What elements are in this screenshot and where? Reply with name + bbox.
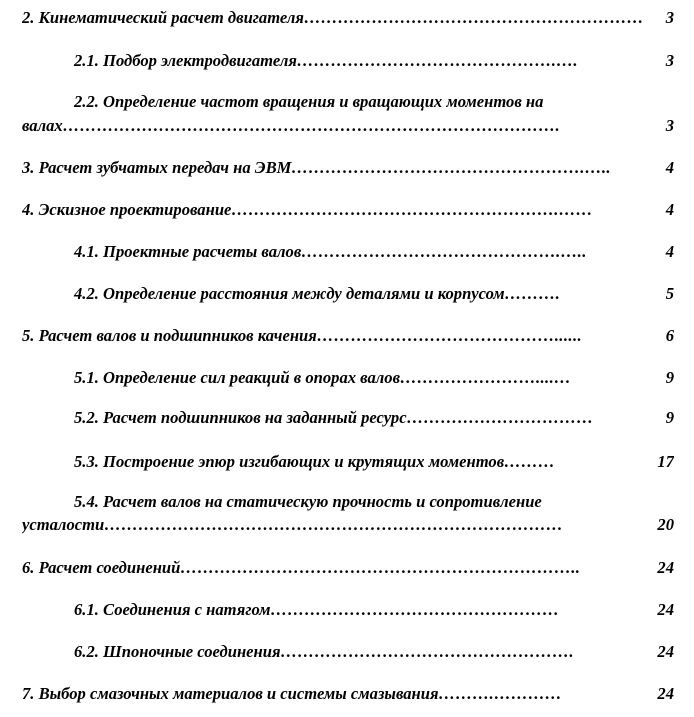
toc-page-number: 4 — [665, 158, 674, 177]
toc-entry-2-2 — [22, 90, 674, 114]
toc-page-number: 24 — [657, 558, 674, 577]
toc-entry-4-2 — [22, 282, 674, 306]
toc-entry-title: 2. Кинематический расчет двигателя — [22, 8, 304, 27]
toc-page-number: 24 — [657, 600, 674, 619]
toc-entry-3 — [22, 156, 674, 180]
toc-entry-5-2 — [22, 406, 674, 430]
toc-entry-title: валах — [22, 116, 63, 135]
toc-entry-title: 2.2. Определение частот вращения и вращающих моментов на — [74, 92, 544, 111]
toc-page-number: 17 — [657, 452, 674, 471]
toc-leader-dots: ……………………………………………………………………… — [104, 515, 564, 534]
toc-page-number: 24 — [657, 642, 674, 661]
toc-entry-5-4-continued — [22, 513, 674, 537]
toc-entry-title: 4. Эскизное проектирование — [22, 200, 232, 219]
toc-entry-5-3 — [22, 450, 674, 474]
toc-leader-dots: ……………………………………...... — [316, 326, 583, 345]
toc-entry-title: 5. Расчет валов и подшипников качения — [22, 326, 317, 345]
toc-entry-6-1 — [22, 598, 674, 622]
toc-leader-dots: ………. — [504, 284, 561, 303]
toc-page-number: 24 — [657, 684, 674, 703]
toc-entry-title: 7. Выбор смазочных материалов и системы смазывания — [22, 684, 439, 703]
toc-leader-dots: ……………………………………….….. — [301, 242, 587, 261]
toc-entry-5-4 — [22, 490, 674, 514]
toc-page-number: 9 — [665, 368, 674, 387]
toc-entry-4 — [22, 198, 674, 222]
toc-entry-2-1 — [22, 49, 674, 73]
toc-page-number: 3 — [665, 51, 674, 70]
toc-entry-title: 6. Расчет соединений — [22, 558, 181, 577]
toc-leader-dots: ……………………………………….…. — [296, 51, 578, 70]
toc-leader-dots: ………………………………………………….…… — [231, 200, 593, 219]
toc-leader-dots: …………………………………………………… — [303, 8, 644, 27]
toc-entry-4-1 — [22, 240, 674, 264]
toc-entry-title: 5.4. Расчет валов на статическую прочность и сопротивление — [74, 492, 542, 511]
toc-leader-dots: ……………………………………………………………………………. — [62, 116, 561, 135]
toc-entry-title: 3. Расчет зубчатых передач на ЭВМ — [22, 158, 292, 177]
toc-entry-title: 5.3. Построение эпюр изгибающих и крутящих моментов — [74, 452, 505, 471]
toc-page-number: 9 — [665, 408, 674, 427]
toc-page-number: 4 — [665, 242, 674, 261]
toc-entry-5-1 — [22, 366, 674, 390]
toc-entry-title: 6.1. Соединения с натягом — [74, 600, 271, 619]
toc-leader-dots: ……… — [504, 452, 556, 471]
toc-leader-dots: …………………………………………………………….. — [180, 558, 581, 577]
toc-leader-dots: …………………………………………… — [270, 600, 560, 619]
toc-page-number: 5 — [665, 284, 674, 303]
toc-entry-5 — [22, 324, 674, 348]
toc-leader-dots: ……………………....… — [400, 368, 572, 387]
toc-entry-title: 4.1. Проектные расчеты валов — [74, 242, 302, 261]
toc-page-number: 6 — [665, 326, 674, 345]
toc-leader-dots: ……….………… — [438, 684, 563, 703]
toc-entry-6-2 — [22, 640, 674, 664]
toc-entry-title: усталости — [22, 515, 105, 534]
toc-leader-dots: ……………………………………………. — [280, 642, 574, 661]
toc-leader-dots: …………………………………………….….. — [291, 158, 611, 177]
toc-entry-7 — [22, 682, 674, 706]
toc-entry-title: 4.2. Определение расстояния между деталями и корпусом — [74, 284, 505, 303]
toc-page-number: 4 — [665, 200, 674, 219]
toc-leader-dots: …………………………… — [406, 408, 594, 427]
toc-page-number: 20 — [657, 515, 674, 534]
toc-entry-title: 2.1. Подбор электродвигателя — [74, 51, 297, 70]
toc-entry-title: 5.1. Определение сил реакций в опорах валов — [74, 368, 401, 387]
toc-entry-title: 6.2. Шпоночные соединения — [74, 642, 281, 661]
toc-entry-2 — [22, 6, 674, 30]
toc-entry-6 — [22, 556, 674, 580]
toc-entry-title: 5.2. Расчет подшипников на заданный ресурс — [74, 408, 407, 427]
toc-page-number: 3 — [665, 8, 674, 27]
toc-page-number: 3 — [665, 116, 674, 135]
toc-entry-2-2-continued — [22, 114, 674, 138]
